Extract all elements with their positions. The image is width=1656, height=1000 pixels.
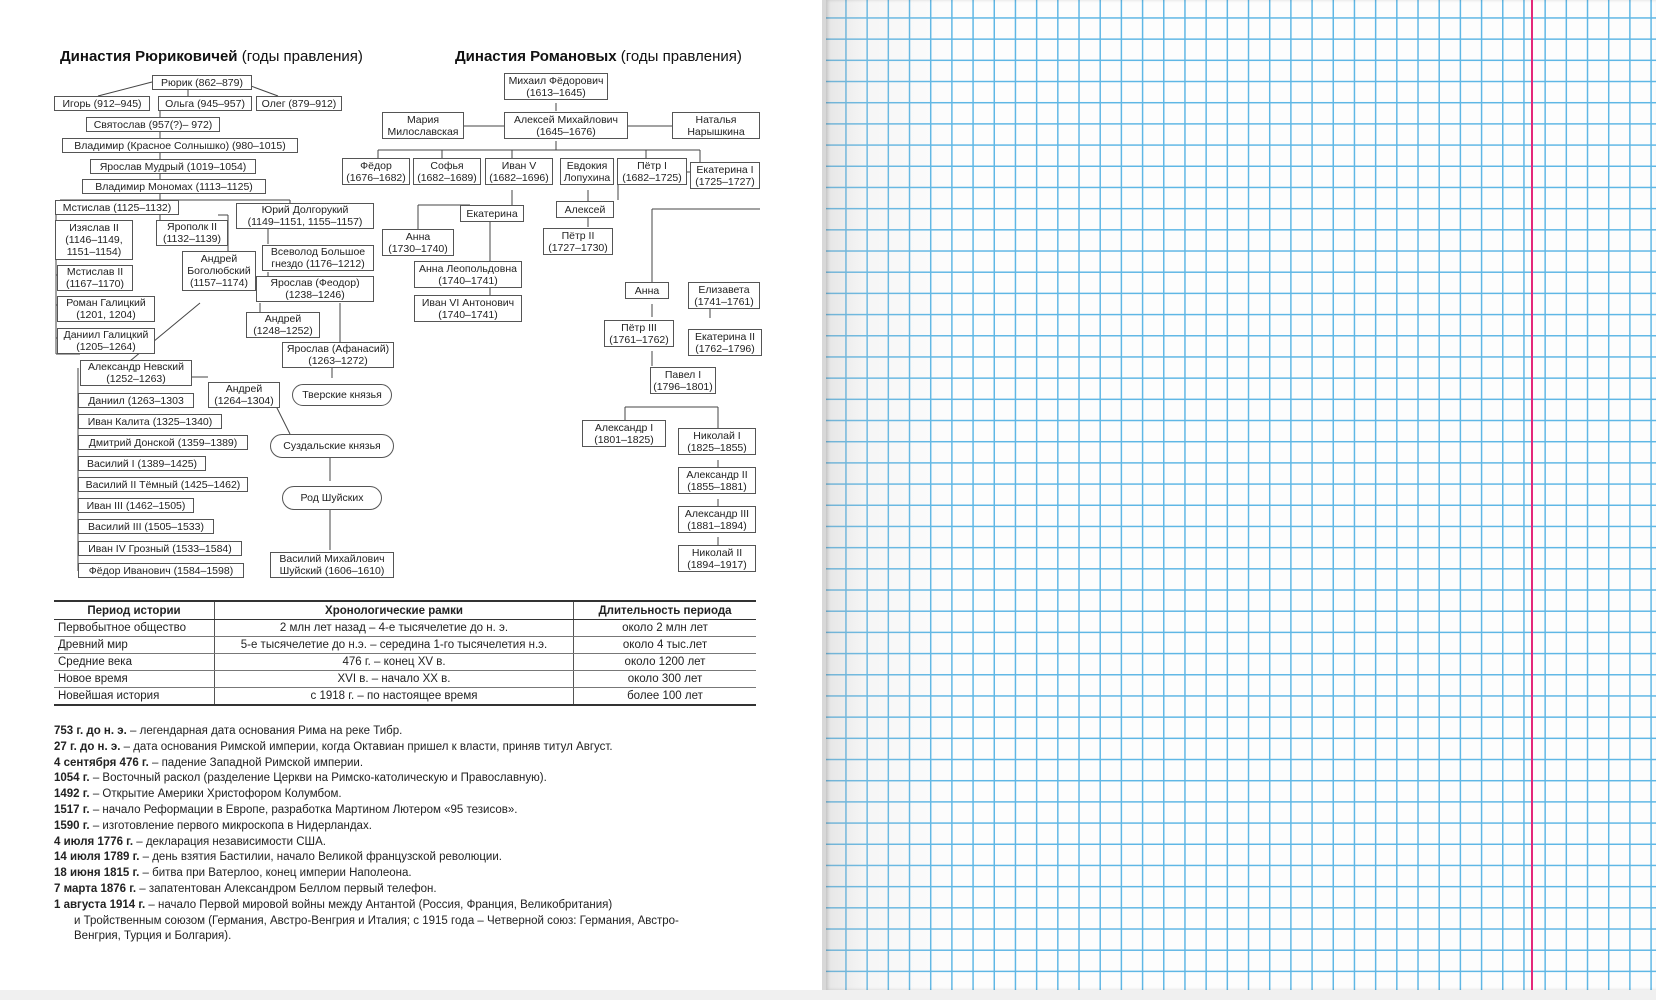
column-header: Период истории [54, 601, 215, 620]
ruler-node: Николай I (1825–1855) [678, 428, 756, 455]
tver-princes-pill: Тверские князья [292, 384, 392, 406]
ruler-node: Даниил (1263–1303 [78, 393, 194, 408]
ruler-node: Анна (1730–1740) [382, 229, 454, 256]
romanov-dynasty-title: Династия Романовых (годы правления) [455, 48, 742, 65]
ruler-node: Екатерина II (1762–1796) [688, 329, 762, 356]
list-item: 1054 г. – Восточный раскол (разделение Церкви на Римско-католическую и Православную). [54, 772, 547, 785]
ruler-node: Андрей (1264–1304) [208, 382, 280, 408]
period-range: 5-е тысячелетие до н.э. – середина 1-го тысячелетия н.э. [215, 637, 574, 654]
history-periods-table [54, 600, 756, 706]
ruler-node: Иван V (1682–1696) [485, 158, 553, 185]
list-item: 14 июля 1789 г. – день взятия Бастилии, начало Великой французской революции. [54, 851, 502, 864]
ruler-node: Александр II (1855–1881) [678, 467, 756, 494]
ruler-node: Василий III (1505–1533) [78, 519, 214, 534]
period-duration: около 1200 лет [574, 654, 757, 671]
suzdal-princes-pill: Суздальские князья [270, 434, 394, 458]
table-row [54, 637, 756, 654]
period-range: с 1918 г. – по настоящее время [215, 688, 574, 706]
ruler-node: Наталья Нарышкина [672, 112, 760, 139]
period-range: XVI в. – начало XX в. [215, 671, 574, 688]
period-range: 476 г. – конец XV в. [215, 654, 574, 671]
ruler-node: Ярослав Мудрый (1019–1054) [90, 159, 256, 174]
ruler-node: Николай II (1894–1917) [678, 545, 756, 572]
ruler-node: Иван IV Грозный (1533–1584) [78, 541, 242, 556]
ruler-node: Ольга (945–957) [158, 96, 252, 111]
list-item: 1517 г. – начало Реформации в Европе, разработка Мартином Лютером «95 тезисов». [54, 803, 518, 816]
ruler-node: Александр Невский (1252–1263) [80, 360, 192, 386]
margin-line [1531, 0, 1533, 990]
period-name: Древний мир [54, 637, 215, 654]
ruler-node: Евдокия Лопухина [560, 158, 614, 185]
table-row [54, 620, 756, 637]
ruler-node: Мстислав II (1167–1170) [57, 265, 133, 291]
list-item-continuation: Венгрия, Турция и Болгария). [74, 930, 232, 943]
ruler-node: Александр I (1801–1825) [582, 420, 666, 447]
ruler-node: Иван Калита (1325–1340) [78, 414, 222, 429]
ruler-node: Андрей (1248–1252) [246, 312, 320, 338]
ruler-node: Рюрик (862–879) [152, 75, 252, 90]
ruler-node: Анна [625, 282, 669, 299]
ruler-node: Юрий Долгорукий (1149–1151, 1155–1157) [236, 203, 374, 229]
list-item: 4 сентября 476 г. – падение Западной Римской империи. [54, 756, 364, 769]
period-duration: около 2 млн лет [574, 620, 757, 637]
period-range: 2 млн лет назад – 4-е тысячелетие до н. э. [215, 620, 574, 637]
ruler-node: Михаил Фёдорович (1613–1645) [504, 73, 608, 100]
ruler-node: Павел I (1796–1801) [650, 367, 716, 394]
key-dates-list [54, 724, 784, 945]
ruler-node: Екатерина [460, 205, 524, 222]
list-item: 7 марта 1876 г. – запатентован Александром Беллом первый телефон. [54, 882, 437, 895]
column-header: Длительность периода [574, 601, 757, 620]
ruler-node: Иван VI Антонович (1740–1741) [414, 295, 522, 322]
ruler-node: Владимир Мономах (1113–1125) [82, 179, 266, 194]
ruler-node: Анна Леопольдовна (1740–1741) [414, 261, 522, 288]
table-row [54, 654, 756, 671]
list-item: 4 июля 1776 г. – декларация независимости США. [54, 835, 326, 848]
ruler-node: Фёдор (1676–1682) [342, 158, 410, 185]
list-item: 1590 г. – изготовление первого микроскопа в Нидерландах. [54, 819, 372, 832]
ruler-node: Даниил Галицкий (1205–1264) [57, 328, 155, 354]
ruler-node: Ярополк II (1132–1139) [156, 220, 228, 246]
ruler-node: Олег (879–912) [256, 96, 342, 111]
period-name: Первобытное общество [54, 620, 215, 637]
period-duration: около 300 лет [574, 671, 757, 688]
ruler-node: Иван III (1462–1505) [78, 498, 194, 513]
ruler-node: Ярослав (Афанасий) (1263–1272) [282, 342, 394, 368]
ruler-node: Софья (1682–1689) [413, 158, 481, 185]
list-item: 753 г. до н. э. – легендарная дата основания Рима на реке Тибр. [54, 725, 403, 737]
table-row [54, 688, 756, 706]
ruler-node: Мария Милославская [382, 112, 464, 139]
ruler-node: Фёдор Иванович (1584–1598) [78, 563, 244, 578]
period-name: Новейшая история [54, 688, 215, 706]
ruler-node: Елизавета (1741–1761) [688, 282, 760, 309]
ruler-node: Пётр II (1727–1730) [543, 228, 613, 255]
list-item: 27 г. до н. э. – дата основания Римской империи, когда Октавиан пришел к власти, приняв титул Август. [54, 740, 613, 753]
ruler-node: Дмитрий Донской (1359–1389) [78, 435, 248, 450]
list-item: 1492 г. – Открытие Америки Христофором Колумбом. [54, 788, 342, 801]
ruler-node: Мстислав (1125–1132) [55, 200, 179, 215]
ruler-node: Александр III (1881–1894) [678, 506, 756, 533]
ruler-node: Алексей [556, 201, 614, 218]
ruler-node: Ярослав (Феодор) (1238–1246) [256, 276, 374, 302]
list-item: 1 августа 1914 г. – начало Первой мировой войны между Антантой (Россия, Франция, Великобритания) [54, 898, 613, 911]
list-item-continuation: и Тройственным союзом (Германия, Австро-Венгрия и Италия; с 1915 года – Четверной союз: Германия, Австро- [74, 914, 679, 927]
left-page [0, 0, 822, 992]
ruler-node: Екатерина I (1725–1727) [690, 162, 760, 189]
period-duration: около 4 тыс.лет [574, 637, 757, 654]
ruler-node: Алексей Михайлович (1645–1676) [504, 112, 628, 139]
ruler-node: Пётр I (1682–1725) [617, 158, 687, 185]
period-name: Средние века [54, 654, 215, 671]
ruler-node: Василий II Тёмный (1425–1462) [78, 477, 248, 492]
ruler-node: Владимир (Красное Солнышко) (980–1015) [62, 138, 298, 153]
ruler-node: Изяслав II (1146–1149, 1151–1154) [55, 220, 133, 260]
shuisky-family-pill: Род Шуйских [282, 486, 382, 510]
column-header: Хронологические рамки [215, 601, 574, 620]
ruler-node: Пётр III (1761–1762) [604, 320, 674, 347]
ruler-node: Всеволод Большое гнездо (1176–1212) [262, 245, 374, 271]
ruler-node: Андрей Боголюбский (1157–1174) [182, 251, 256, 291]
list-item: 18 июня 1815 г. – битва при Ватерлоо, конец империи Наполеона. [54, 867, 412, 880]
period-name: Новое время [54, 671, 215, 688]
page-bottom-edge [0, 990, 1656, 1000]
ruler-node: Игорь (912–945) [54, 96, 150, 111]
ruler-node: Роман Галицкий (1201, 1204) [57, 296, 155, 322]
table-header-row [54, 601, 756, 620]
ruler-node: Святослав (957(?)– 972) [86, 117, 220, 132]
table-row [54, 671, 756, 688]
rurik-dynasty-title: Династия Рюриковичей (годы правления) [60, 48, 363, 65]
ruler-node: Василий I (1389–1425) [78, 456, 206, 471]
period-duration: более 100 лет [574, 688, 757, 706]
ruler-node: Василий Михайлович Шуйский (1606–1610) [270, 552, 394, 578]
